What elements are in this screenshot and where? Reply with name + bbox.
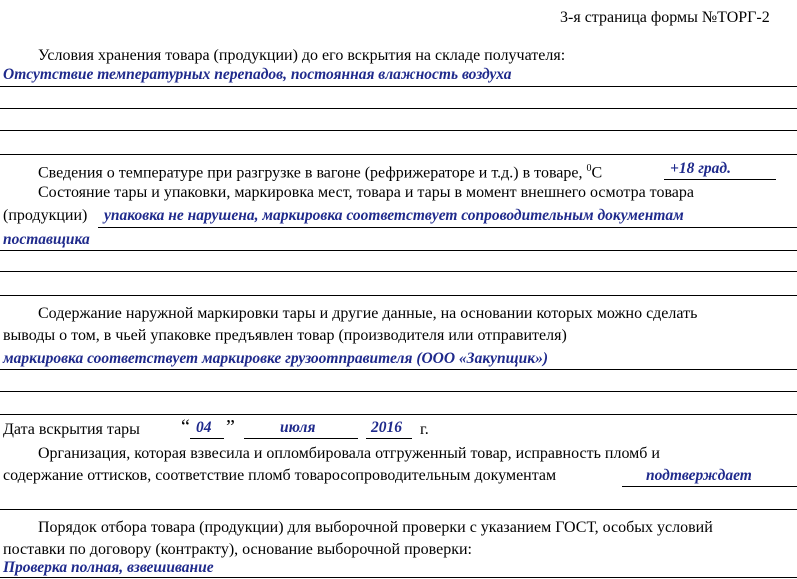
packaging-line-1 — [98, 227, 797, 228]
packaging-line-3 — [0, 271, 797, 272]
storage-line-3 — [0, 130, 797, 131]
storage-line-2 — [0, 108, 797, 109]
packaging-label-line1: Состояние тары и упаковки, маркировка мест, товара и тары в момент внешнего осмотра товара — [38, 184, 694, 201]
storage-conditions-label: Условия хранения товара (продукции) до его вскрытия на складе получателя: — [38, 47, 566, 64]
temperature-line — [664, 179, 776, 180]
form-page-header: 3-я страница формы №ТОРГ-2 — [560, 9, 770, 26]
opening-date-close-quote: ” — [226, 416, 235, 438]
packaging-line-4 — [0, 295, 797, 296]
temperature-value[interactable]: +18 град. — [670, 160, 731, 177]
sealing-label-line2: содержание оттисков, соответствие пломб товаросопроводительным документам — [3, 467, 557, 484]
packaging-label-line2: (продукции) — [3, 207, 88, 224]
marking-value[interactable]: маркировка соответствует маркировке грузоотправителя (ООО «Закупщик») — [3, 350, 548, 367]
sampling-label-line1: Порядок отбора товара (продукции) для выборочной проверки с указанием ГОСТ, особых условий — [38, 519, 713, 536]
sealing-line-1 — [622, 486, 797, 487]
sealing-label-line1: Организация, которая взвесила и опломбировала отгруженный товар, исправность пломб и — [38, 445, 660, 462]
opening-date-year-suffix: г. — [420, 421, 429, 438]
storage-conditions-value[interactable]: Отсутствие температурных перепадов, постоянная влажность воздуха — [3, 66, 512, 83]
sampling-line — [0, 577, 797, 578]
degree-sign: 0 — [586, 163, 592, 174]
marking-line-1 — [0, 369, 797, 370]
marking-label-line1: Содержание наружной маркировки тары и другие данные, на основании которых можно сделать — [38, 305, 698, 322]
opening-date-open-quote: “ — [181, 416, 190, 438]
year-line — [366, 438, 412, 439]
packaging-line-2 — [0, 250, 797, 251]
day-line — [190, 438, 224, 439]
opening-date-day[interactable]: 04 — [196, 419, 212, 436]
sampling-value[interactable]: Проверка полная, взвешивание — [3, 559, 214, 576]
temperature-label — [38, 160, 602, 182]
storage-line-4 — [0, 154, 797, 155]
opening-date-label: Дата вскрытия тары — [3, 421, 140, 438]
packaging-value-line1[interactable]: упаковка не нарушена, маркировка соответствует сопроводительным документам — [104, 207, 684, 224]
opening-date-month[interactable]: июля — [280, 419, 316, 436]
temperature-unit: С — [591, 164, 603, 182]
marking-line-3 — [0, 414, 797, 415]
sealing-line-2 — [0, 509, 797, 510]
packaging-value-line2[interactable]: поставщика — [3, 231, 90, 248]
storage-line-1 — [0, 86, 797, 87]
sampling-label-line2: поставки по договору (контракту), основание выборочной проверки: — [3, 541, 472, 558]
month-line — [244, 438, 358, 439]
opening-date-year[interactable]: 2016 — [371, 419, 402, 436]
marking-label-line2: выводы о том, в чьей упаковке предъявлен товар (производителя или отправителя) — [3, 327, 567, 344]
sealing-value[interactable]: подтверждает — [646, 467, 752, 484]
temperature-label-text: Сведения о температуре при разгрузке в вагоне (рефрижераторе и т.д.) в товаре, — [38, 164, 583, 182]
marking-line-2 — [0, 391, 797, 392]
